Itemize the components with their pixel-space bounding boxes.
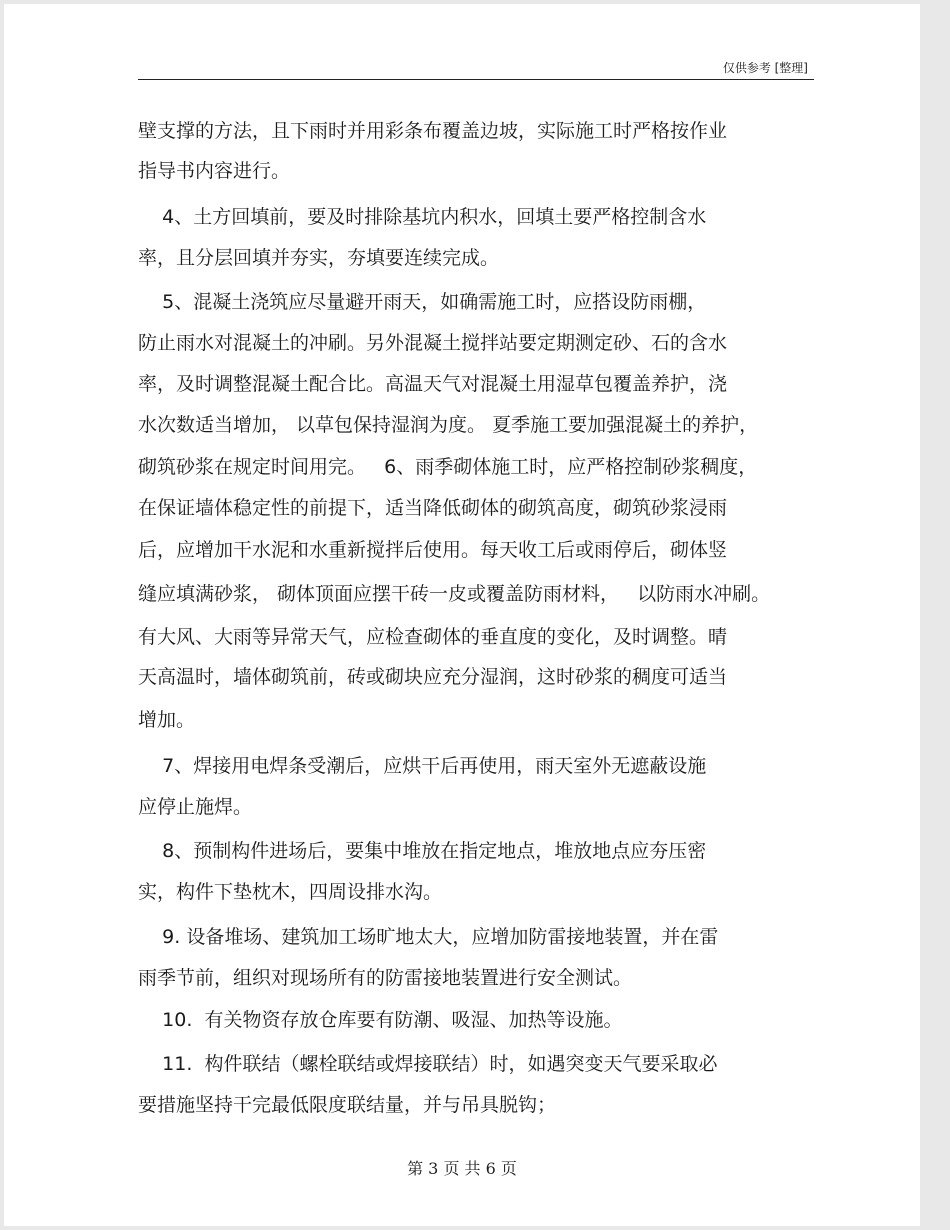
text-line: 有大风、大雨等异常天气，应检查砌体的垂直度的变化，及时调整。晴 xyxy=(138,626,728,648)
text-line: 10. 有关物资存放仓库要有防潮、吸湿、加热等设施。 xyxy=(138,1009,623,1031)
text-line: 增加。 xyxy=(138,709,196,731)
text-line: 在保证墙体稳定性的前提下，适当降低砌体的砌筑高度，砌筑砂浆浸雨 xyxy=(138,497,728,519)
text-line: 实，构件下垫枕木，四周设排水沟。 xyxy=(138,881,443,903)
text-line: 雨季节前，组织对现场所有的防雷接地装置进行安全测试。 xyxy=(138,967,633,989)
text-line: 7、焊接用电焊条受潮后，应烘干后再使用，雨天室外无遮蔽设施 xyxy=(138,755,707,777)
text-line: 缝应填满砂浆， 砌体顶面应摆干砖一皮或覆盖防雨材料， 以防雨水冲刷。 xyxy=(138,583,771,605)
text-line: 后，应增加干水泥和水重新搅拌后使用。每天收工后或雨停后，砌体竖 xyxy=(138,539,728,561)
page-header: 仅供参考 [整理] xyxy=(722,61,808,75)
text-line: 要措施坚持干完最低限度联结量，并与吊具脱钩； xyxy=(138,1094,557,1116)
text-line: 5、混凝土浇筑应尽量避开雨天，如确需施工时，应搭设防雨棚， xyxy=(138,291,707,313)
text-line: 水次数适当增加， 以草包保持湿润为度。 夏季施工要加强混凝土的养护， xyxy=(138,414,759,436)
text-line: 9. 设备堆场、建筑加工场旷地太大，应增加防雷接地装置，并在雷 xyxy=(138,926,719,948)
text-line: 4、土方回填前，要及时排除基坑内积水，回填土要严格控制含水 xyxy=(138,206,707,228)
text-line: 砌筑砂浆在规定时间用完。 6、雨季砌体施工时，应严格控制砂浆稠度， xyxy=(138,456,758,478)
document-page xyxy=(4,4,920,1226)
text-line: 率，且分层回填并夯实，夯填要连续完成。 xyxy=(138,247,500,269)
text-line: 11. 构件联结（螺栓联结或焊接联结）时，如遇突变天气要采取必 xyxy=(138,1053,718,1075)
text-line: 8、预制构件进场后，要集中堆放在指定地点，堆放地点应夯压密 xyxy=(138,840,707,862)
text-line: 指导书内容进行。 xyxy=(138,160,291,182)
text-line: 壁支撑的方法，且下雨时并用彩条布覆盖边坡，实际施工时严格按作业 xyxy=(138,120,728,142)
page-number: 第 3 页 共 6 页 xyxy=(407,1159,517,1178)
text-line: 率，及时调整混凝土配合比。高温天气对混凝土用湿草包覆盖养护，浇 xyxy=(138,373,728,395)
text-line: 天高温时，墙体砌筑前，砖或砌块应充分湿润，这时砂浆的稠度可适当 xyxy=(138,666,728,688)
header-divider xyxy=(138,79,814,80)
text-line: 应停止施焊。 xyxy=(138,796,253,818)
text-line: 防止雨水对混凝土的冲刷。另外混凝土搅拌站要定期测定砂、石的含水 xyxy=(138,332,728,354)
